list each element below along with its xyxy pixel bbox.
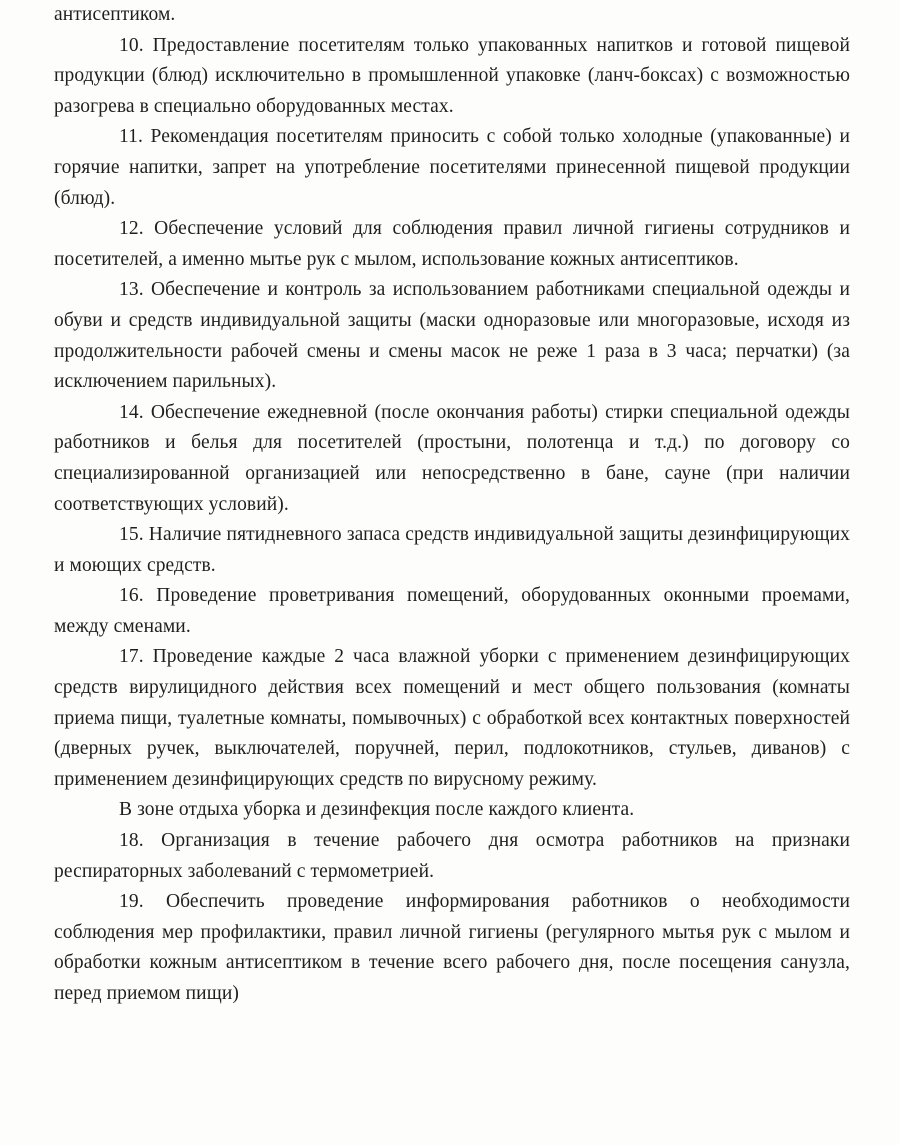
paragraph-item-15: 15. Наличие пятидневного запаса средств индивидуальной защиты дезинфицирующих и моющих средств.: [54, 524, 850, 576]
paragraph-item-14: 14. Обеспечение ежедневной (после окончания работы) стирки специальной одежды работников и белья для посетителей (простыни, полотенца и т.д.) по договору со специализированной организацией или непосредственно в бане, сауне (при наличии соответствующих условий).: [54, 401, 850, 515]
paragraph-item-18: 18. Организация в течение рабочего дня осмотра работников на признаки респираторных заболеваний с термометрией.: [54, 830, 850, 882]
paragraph-item-17: 17. Проведение каждые 2 часа влажной уборки с применением дезинфицирующих средств вирулицидного действия всех помещений и мест общего пользования (комнаты приема пищи, туалетные комнаты, помывочных) с обработкой всех контактных поверхностей (дверных ручек, выключателей, поручней, перил, подлокотников, стульев, диванов) с применением дезинфицирующих средств по вирусному режиму.: [54, 646, 850, 790]
paragraph-item-19: 19. Обеспечить проведение информирования работников о необходимости соблюдения мер профилактики, правил личной гигиены (регулярного мытья рук с мылом и обработки кожным антисептиком в течение всего рабочего дня, после посещения санузла, перед приемом пищи): [54, 891, 850, 1004]
paragraph-item-11: 11. Рекомендация посетителям приносить с собой только холодные (упакованные) и горячие напитки, запрет на употребление посетителями принесенной пищевой продукции (блюд).: [54, 126, 850, 209]
paragraph-continuation: антисептиком.: [54, 4, 176, 25]
paragraph-item-17-note: В зоне отдыха уборка и дезинфекция после каждого клиента.: [119, 799, 635, 821]
paragraph-item-10: 10. Предоставление посетителям только упакованных напитков и готовой пищевой продукции (блюд) исключительно в промышленной упаковке (ланч-боксах) с возможностью разогрева в специально оборудованных местах.: [54, 34, 850, 117]
paragraph-item-12: 12. Обеспечение условий для соблюдения правил личной гигиены сотрудников и посетителей, а именно мытье рук с мылом, использование кожных антисептиков.: [54, 218, 850, 270]
paragraph-item-13: 13. Обеспечение и контроль за использованием работниками специальной одежды и обуви и средств индивидуальной защиты (маски одноразовые или многоразовые, исходя из продолжительности рабочей смены и смены масок не реже 1 раза в 3 часа; перчатки) (за исключением парильных).: [54, 279, 850, 393]
document-body: [54, 0, 850, 1010]
paragraph-item-16: 16. Проведение проветривания помещений, оборудованных оконными проемами, между сменами.: [54, 585, 850, 637]
